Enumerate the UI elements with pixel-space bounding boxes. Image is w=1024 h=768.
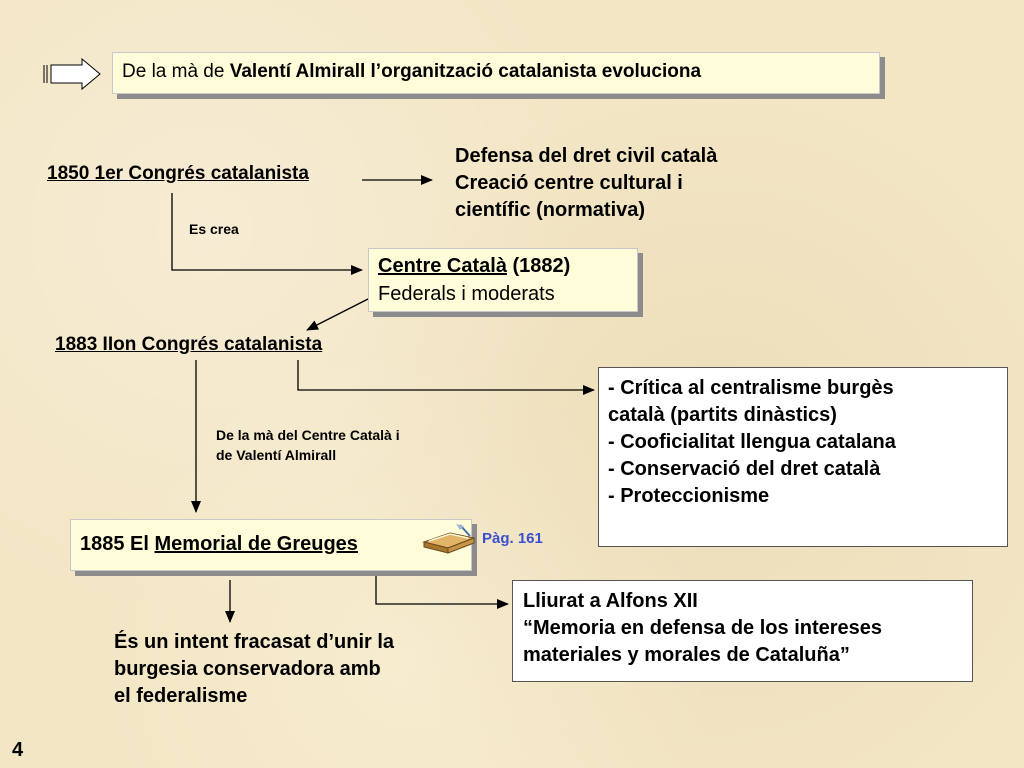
book-icon [420,522,478,554]
critique-line: català (partits dinàstics) [608,404,837,426]
critique-line: - Conservació del dret català [608,458,881,480]
memorial-box [70,519,472,571]
centre-catala-box [368,248,638,312]
page-reference: Pàg. 161 [482,530,543,547]
conclusion-line: És un intent fracasat d’unir la [114,631,395,653]
conclusion-line: burgesia conservadora amb [114,658,381,680]
centre-catala-members: Federals i moderats [378,283,555,305]
header-box [112,52,880,94]
centre-catala-year: (1882) [506,255,571,277]
memorial-title: Memorial de Greuges [154,533,358,555]
header-title [122,61,701,83]
header-emphasis: Valentí Almirall l’organització catalanista evoluciona [229,61,702,82]
congress-1850-goal: Creació centre cultural i [455,172,683,194]
centre-catala-name: Centre Català [378,255,507,277]
memorial-line [80,532,358,556]
delivered-line: “Memoria en defensa de los intereses [523,617,883,639]
delivered-box [512,580,973,682]
arrow-1883-to-critiques [298,360,594,390]
critique-line: - Proteccionisme [608,485,770,507]
source-label: de Valentí Almirall [216,447,337,463]
memorial-prefix: 1885 El [80,533,155,555]
arrow-centre-to-1883 [307,298,370,330]
header-prefix: De la mà de [122,61,230,82]
critique-line: - Cooficialitat llengua catalana [608,431,896,453]
critiques-box [598,367,1008,547]
congress-1850-title: 1850 1er Congrés catalanista [47,163,309,184]
delivered-line: Lliurat a Alfons XII [523,590,698,612]
congress-1883-title: 1883 IIon Congrés catalanista [55,334,323,355]
critique-line: - Crítica al centralisme burgès [608,377,894,399]
source-label: De la mà del Centre Català i [216,427,400,443]
arrow-memorial-to-delivered [376,574,508,604]
es-crea-label: Es crea [189,221,239,237]
centre-catala-line [378,253,570,280]
delivered-line: materiales y morales de Cataluña” [523,644,850,666]
congress-1850-goal: científic (normativa) [455,199,646,221]
congress-1850-goal: Defensa del dret civil català [455,145,718,167]
conclusion-line: el federalisme [114,685,248,707]
slide-number: 4 [12,739,24,761]
arrow-right-icon [42,58,104,92]
